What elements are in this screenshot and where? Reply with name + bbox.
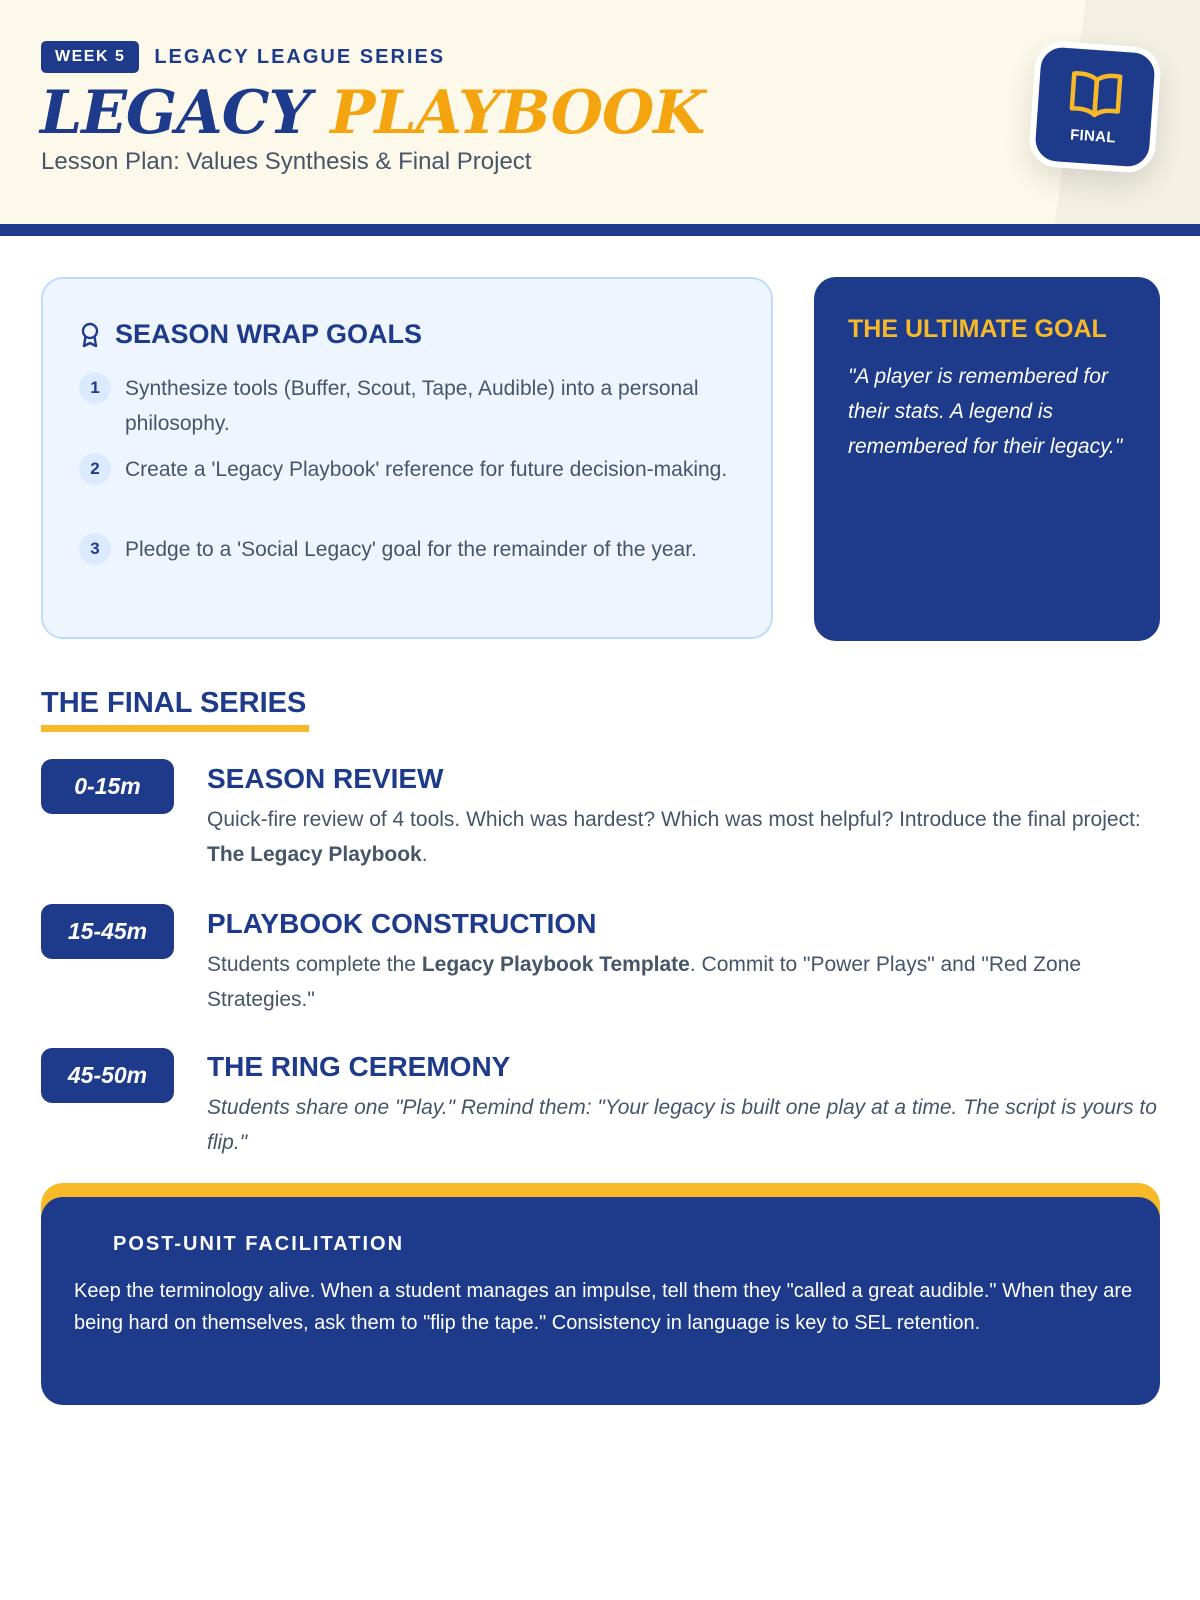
page-subtitle: Lesson Plan: Values Synthesis & Final Project (41, 148, 532, 175)
title-part-playbook: PLAYBOOK (330, 78, 705, 148)
goal-item (79, 453, 729, 487)
facilitation-title: POST-UNIT FACILITATION (113, 1233, 405, 1255)
schedule-step (207, 762, 1157, 872)
facilitation-card (41, 1197, 1160, 1405)
schedule-step (207, 1050, 1157, 1160)
section-underline (41, 725, 309, 732)
ultimate-goal-card (814, 277, 1160, 641)
step-description-emphasis: Legacy Playbook Template (421, 953, 690, 976)
header-divider (0, 224, 1200, 236)
step-description-text: . (421, 843, 428, 866)
page-header (0, 0, 1200, 226)
goal-number: 3 (79, 533, 111, 565)
kicker-row (41, 41, 445, 73)
goal-text: Synthesize tools (Buffer, Scout, Tape, Audible) into a personal philosophy. (125, 377, 699, 435)
award-ribbon-icon (79, 322, 101, 348)
time-pill: 0-15m (41, 759, 174, 814)
goal-item (79, 372, 729, 441)
goals-title: SEASON WRAP GOALS (115, 319, 423, 349)
book-icon (1067, 68, 1124, 122)
ultimate-goal-quote: "A player is remembered for their stats. A legend is remembered for their legacy." (848, 365, 1123, 458)
final-badge (1028, 40, 1162, 174)
time-pill: 45-50m (41, 1048, 174, 1103)
step-description-text: Quick-fire review of 4 tools. Which was hardest? Which was most helpful? Introduce the final project: (207, 808, 1141, 831)
step-description (207, 802, 1157, 872)
goal-text: Create a 'Legacy Playbook' reference for future decision-making. (125, 458, 728, 481)
goal-text: Pledge to a 'Social Legacy' goal for the remainder of the year. (125, 538, 697, 561)
step-description (207, 947, 1157, 1017)
step-description-text: . Commit to "Power Plays" and "Red Zone Strategies." (207, 953, 1082, 1011)
season-goals-card (41, 277, 773, 639)
page-title (40, 78, 704, 148)
step-title: PLAYBOOK CONSTRUCTION (207, 908, 597, 939)
goal-number: 1 (79, 372, 111, 404)
goal-number: 2 (79, 453, 111, 485)
ultimate-goal-title: THE ULTIMATE GOAL (848, 315, 1107, 343)
final-badge-label: FINAL (1069, 125, 1117, 147)
title-part-legacy: LEGACY (40, 78, 311, 148)
step-description-emphasis: The Legacy Playbook (207, 843, 422, 866)
step-title: SEASON REVIEW (207, 763, 444, 794)
step-title: THE RING CEREMONY (207, 1051, 511, 1082)
step-description: Students share one "Play." Remind them: "Your legacy is built one play at a time. The script is yours to flip." (207, 1096, 1157, 1154)
goals-heading (79, 319, 422, 350)
series-label: LEGACY LEAGUE SERIES (154, 45, 446, 68)
facilitation-text: Keep the terminology alive. When a student manages an impulse, tell them they "called a great audible." When they are being hard on themselves, ask them to "flip the tape." Consistency in language is key to SEL retention. (74, 1280, 1133, 1334)
time-pill: 15-45m (41, 904, 174, 959)
final-series-title: THE FINAL SERIES (41, 687, 307, 719)
week-badge: WEEK 5 (41, 41, 139, 73)
schedule-step (207, 907, 1157, 1017)
step-description-text: Students complete the (207, 953, 422, 976)
goal-item (79, 533, 729, 567)
